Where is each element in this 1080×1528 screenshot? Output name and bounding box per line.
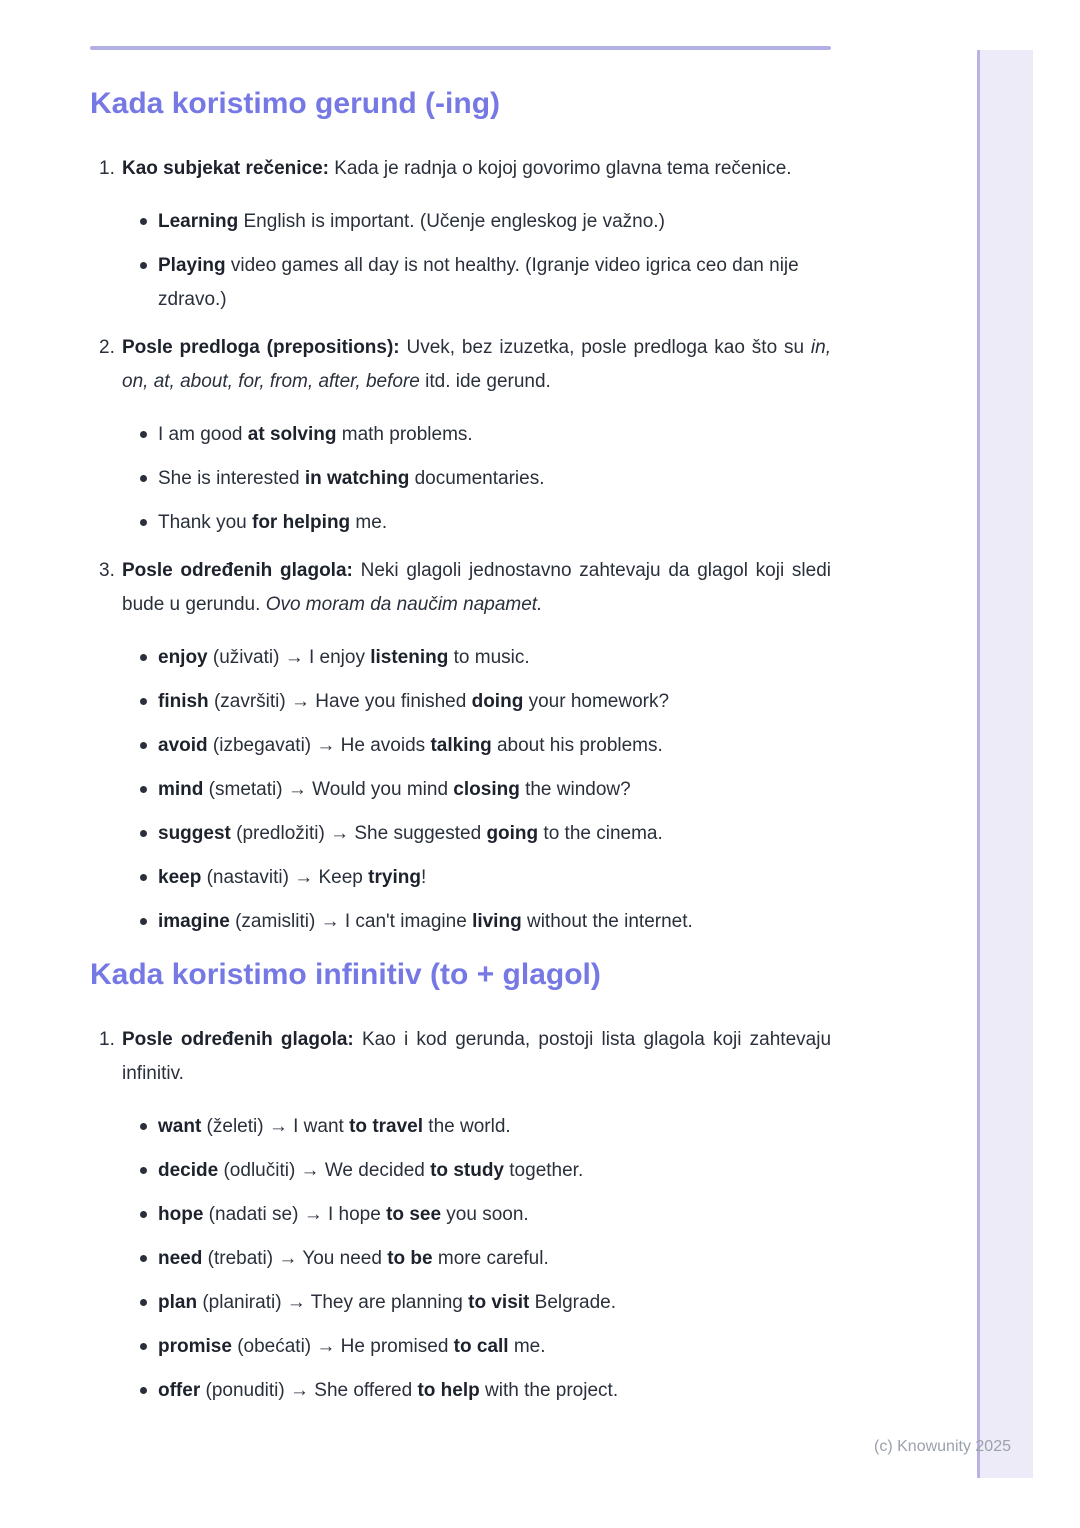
- body-text: more careful.: [432, 1248, 549, 1269]
- bold-text: Posle predloga (prepositions):: [122, 337, 400, 358]
- body-text: (obećati) → He promised: [231, 1336, 454, 1357]
- body-text: Kada je radnja o kojoj govorimo glavna tema rečenice.: [328, 158, 792, 179]
- numbered-paragraph: [90, 554, 831, 622]
- page-edge-bar: [977, 50, 1033, 1478]
- body-text: (predložiti) → She suggested: [230, 823, 487, 844]
- bullet-list: [90, 418, 831, 540]
- numbered-item: [90, 331, 831, 540]
- bullet-list: [90, 641, 831, 939]
- body-text: the world.: [423, 1116, 511, 1137]
- bold-text: talking: [430, 735, 492, 756]
- bold-text: at solving: [247, 424, 337, 445]
- bullet-item: [90, 773, 831, 807]
- body-text: the window?: [519, 779, 631, 800]
- body-text: me.: [350, 512, 388, 533]
- body-text: your homework?: [523, 691, 670, 712]
- body-text: (ponuditi) → She offered: [200, 1380, 418, 1401]
- body-text: math problems.: [336, 424, 473, 445]
- italic-text: in, on, at, about, for, from, after, before: [122, 337, 831, 392]
- body-text: (završiti) → Have you finished: [208, 691, 472, 712]
- body-text: (nadati se) → I hope: [203, 1204, 387, 1225]
- bold-text: doing: [471, 691, 524, 712]
- bullet-item: [90, 641, 831, 675]
- body-text: you soon.: [441, 1204, 529, 1225]
- bold-text: decide: [158, 1160, 219, 1181]
- section-title: Kada koristimo infinitiv (to + glagol): [90, 958, 601, 991]
- bullet-item: [90, 462, 831, 496]
- bullet-item: [90, 1110, 831, 1144]
- bold-text: keep: [158, 867, 202, 888]
- bold-text: living: [472, 911, 522, 932]
- bold-text: imagine: [158, 911, 230, 932]
- bold-text: suggest: [158, 823, 231, 844]
- bullet-list: [90, 1110, 831, 1408]
- item-number: 3.: [99, 560, 115, 581]
- body-text: (zamisliti) → I can't imagine: [229, 911, 473, 932]
- body-text: (planirati) → They are planning: [197, 1292, 469, 1313]
- bold-text: to call: [453, 1336, 509, 1357]
- bullet-item: [90, 1286, 831, 1320]
- body-text: itd. ide gerund.: [419, 371, 551, 392]
- body-text: (smetati) → Would you mind: [203, 779, 454, 800]
- body-text: to the cinema.: [538, 823, 663, 844]
- bold-text: finish: [158, 691, 209, 712]
- bold-text: Posle određenih glagola:: [122, 1029, 354, 1050]
- bullet-list: [90, 205, 831, 317]
- numbered-item: [90, 152, 831, 317]
- bold-text: to be: [387, 1248, 433, 1269]
- body-text: Kao i kod gerunda, postoji lista glagola koji zahtevaju infinitiv.: [122, 1029, 832, 1084]
- bullet-item: [90, 905, 831, 939]
- numbered-paragraph: [90, 152, 831, 186]
- bold-text: for helping: [252, 512, 351, 533]
- bold-text: Kao subjekat rečenice:: [122, 158, 329, 179]
- bold-text: promise: [158, 1336, 232, 1357]
- bullet-item: [90, 1154, 831, 1188]
- body-text: (odlučiti) → We decided: [218, 1160, 431, 1181]
- bullet-item: [90, 861, 831, 895]
- bold-text: hope: [158, 1204, 204, 1225]
- bold-text: trying: [368, 867, 421, 888]
- bullet-item: [90, 685, 831, 719]
- document-content: [90, 86, 831, 1422]
- bold-text: Posle određenih glagola:: [122, 560, 353, 581]
- item-number: 1.: [99, 1029, 115, 1050]
- bold-text: to help: [417, 1380, 480, 1401]
- body-text: me.: [508, 1336, 546, 1357]
- body-text: She is interested: [158, 468, 305, 489]
- numbered-item: [90, 1023, 831, 1408]
- body-text: (trebati) → You need: [202, 1248, 388, 1269]
- bold-text: enjoy: [158, 647, 208, 668]
- bold-text: offer: [158, 1380, 201, 1401]
- bold-text: to travel: [349, 1116, 424, 1137]
- section: [90, 957, 831, 1408]
- bullet-item: [90, 1242, 831, 1276]
- bullet-item: [90, 249, 831, 317]
- bold-text: want: [158, 1116, 202, 1137]
- bold-text: need: [158, 1248, 203, 1269]
- bold-text: mind: [158, 779, 204, 800]
- watermark: (c) Knowunity 2025: [874, 1438, 1011, 1455]
- bold-text: Playing: [158, 255, 226, 276]
- body-text: (izbegavati) → He avoids: [207, 735, 431, 756]
- body-text: (želeti) → I want: [201, 1116, 350, 1137]
- bold-text: closing: [453, 779, 520, 800]
- item-number: 1.: [99, 158, 115, 179]
- bullet-item: [90, 1374, 831, 1408]
- body-text: English is important. (Učenje engleskog je važno.): [238, 211, 665, 232]
- body-text: together.: [504, 1160, 584, 1181]
- bullet-item: [90, 205, 831, 239]
- bold-text: Learning: [158, 211, 239, 232]
- body-text: without the internet.: [521, 911, 693, 932]
- section: [90, 86, 831, 939]
- bullet-item: [90, 1198, 831, 1232]
- body-text: to music.: [448, 647, 530, 668]
- top-rule: [90, 46, 831, 50]
- section-title: Kada koristimo gerund (-ing): [90, 87, 501, 120]
- bold-text: in watching: [304, 468, 410, 489]
- body-text: video games all day is not healthy. (Igranje video igrica ceo dan nije zdravo.): [158, 255, 799, 310]
- body-text: documentaries.: [409, 468, 545, 489]
- bold-text: to see: [386, 1204, 442, 1225]
- body-text: Neki glagoli jednostavno zahtevaju da glagol koji sledi bude u gerundu.: [122, 560, 831, 615]
- numbered-paragraph: [90, 331, 831, 399]
- bold-text: to visit: [468, 1292, 530, 1313]
- italic-text: Ovo moram da naučim napamet.: [265, 594, 543, 615]
- body-text: with the project.: [479, 1380, 619, 1401]
- body-text: Belgrade.: [529, 1292, 616, 1313]
- bullet-item: [90, 506, 831, 540]
- body-text: Thank you: [158, 512, 252, 533]
- numbered-paragraph: [90, 1023, 831, 1091]
- body-text: !: [420, 867, 427, 888]
- body-text: about his problems.: [491, 735, 663, 756]
- body-text: Uvek, bez izuzetka, posle predloga kao što su: [399, 337, 811, 358]
- body-text: (uživati) → I enjoy: [207, 647, 371, 668]
- body-text: (nastaviti) → Keep: [201, 867, 369, 888]
- bullet-item: [90, 418, 831, 452]
- bold-text: listening: [370, 647, 449, 668]
- numbered-item: [90, 554, 831, 939]
- bold-text: plan: [158, 1292, 198, 1313]
- bullet-item: [90, 729, 831, 763]
- bullet-item: [90, 1330, 831, 1364]
- item-number: 2.: [99, 337, 115, 358]
- bold-text: avoid: [158, 735, 208, 756]
- bullet-item: [90, 817, 831, 851]
- bold-text: going: [486, 823, 539, 844]
- bold-text: to study: [430, 1160, 504, 1181]
- body-text: I am good: [158, 424, 248, 445]
